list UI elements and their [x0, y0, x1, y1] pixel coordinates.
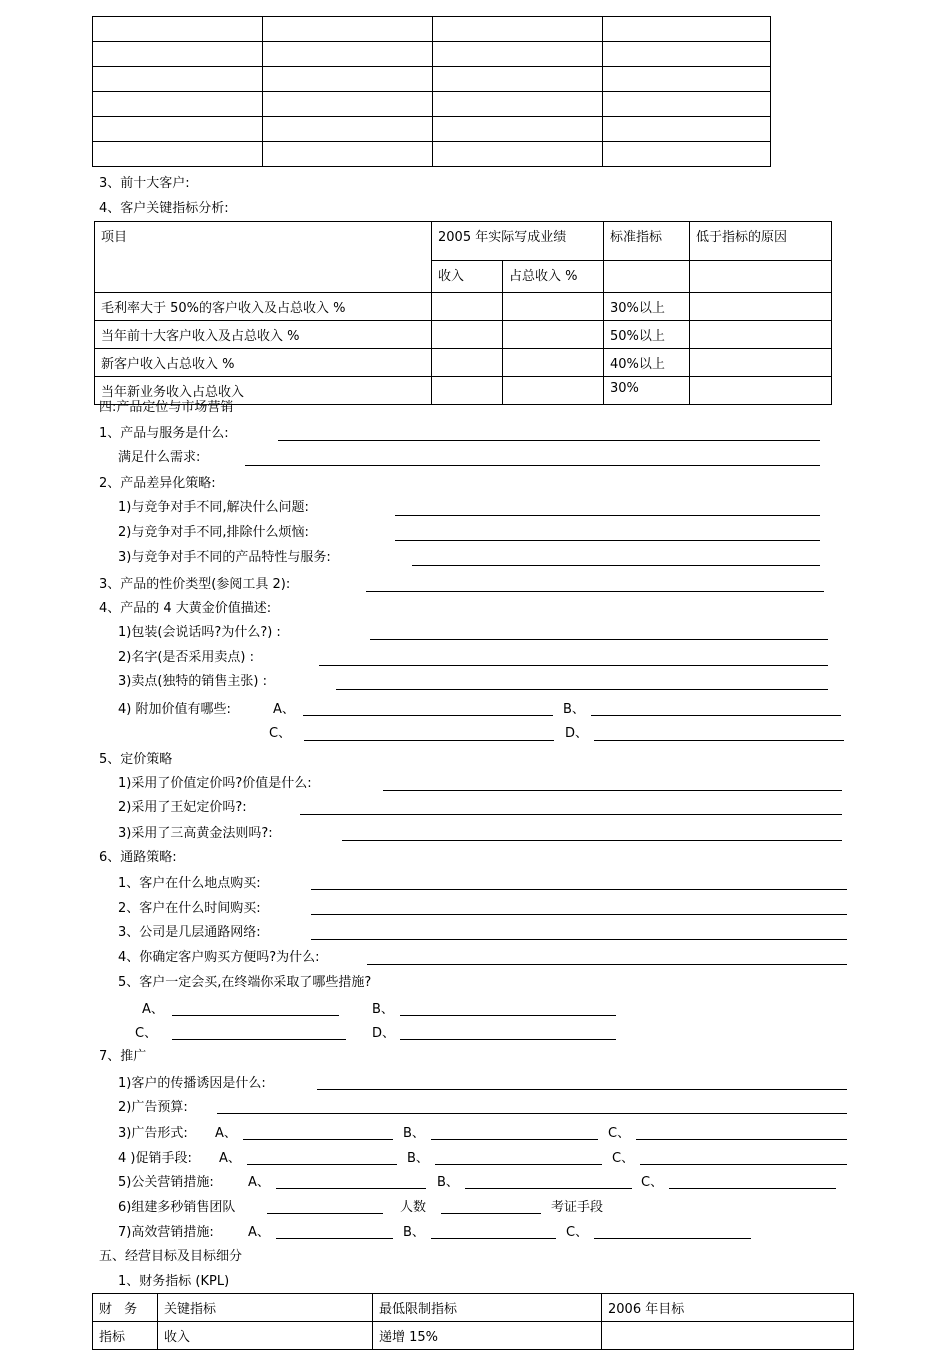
table-cell — [603, 92, 771, 117]
kpi-header-share: 占总收入 % — [503, 261, 604, 293]
kpi-header-reason: 低于指标的原因 — [690, 222, 832, 261]
q2-1-label: 1)与竞争对手不同,解决什么问题: — [118, 500, 309, 515]
kpi-header-income: 收入 — [432, 261, 503, 293]
q3-answer-line[interactable] — [366, 591, 824, 592]
table-cell — [263, 17, 433, 42]
q4-3-label: 3)卖点(独特的销售主张) : — [118, 674, 267, 689]
q2-3-label: 3)与竞争对手不同的产品特性与服务: — [118, 550, 331, 565]
q4-1-label: 1)包装(会说话吗?为什么?) : — [118, 625, 281, 640]
table-cell — [690, 321, 832, 349]
table-cell — [690, 377, 832, 405]
q2-label: 2、产品差异化策略: — [99, 476, 216, 491]
q7-2-label: 2)广告预算: — [118, 1100, 188, 1115]
q4-4-option-d-line[interactable] — [594, 740, 844, 741]
table-cell — [690, 349, 832, 377]
q4-2-label: 2)名字(是否采用卖点) : — [118, 650, 254, 665]
q4-2-answer-line[interactable] — [319, 665, 828, 666]
q4-4-label: 4) 附加价值有哪些: — [118, 702, 231, 717]
q5-3-answer-line[interactable] — [342, 840, 842, 841]
table-cell — [603, 117, 771, 142]
table-cell — [263, 67, 433, 92]
q7-6-people-line[interactable] — [441, 1213, 541, 1214]
table-cell — [602, 1322, 854, 1350]
q6-2-answer-line[interactable] — [311, 914, 847, 915]
table-cell — [93, 117, 263, 142]
fin-header-target: 2006 年目标 — [602, 1294, 854, 1322]
q4-1-answer-line[interactable] — [370, 639, 828, 640]
q6-1-answer-line[interactable] — [311, 889, 847, 890]
part5-title: 五、经营目标及目标细分 — [99, 1249, 243, 1264]
q7-7-option-b-line[interactable] — [431, 1238, 556, 1239]
kpi-row-standard: 30%以上 — [604, 293, 690, 321]
fin-row-key: 收入 — [158, 1322, 373, 1350]
q5-1-answer-line[interactable] — [383, 790, 842, 791]
q6-5-option-d-line[interactable] — [400, 1039, 616, 1040]
q6-5-label: 5、客户一定会买,在终端你采取了哪些措施? — [118, 975, 372, 990]
table-cell — [432, 349, 503, 377]
table-cell — [603, 142, 771, 167]
q7-3-option-c-line[interactable] — [636, 1139, 847, 1140]
q4-4-option-b-label: B、 — [563, 702, 585, 717]
kpi-header-actual: 2005 年实际写成业绩 — [432, 222, 604, 261]
q7-5-option-b-line[interactable] — [465, 1188, 632, 1189]
table-row — [95, 321, 832, 349]
q4-4-option-c-line[interactable] — [304, 740, 554, 741]
fin-header-key: 关键指标 — [158, 1294, 373, 1322]
table-cell — [603, 17, 771, 42]
q6-1-label: 1、客户在什么地点购买: — [118, 876, 261, 891]
table-cell — [432, 321, 503, 349]
part4-title: 四:产品定位与市场营销 — [99, 400, 234, 415]
q7-3-option-a-label: A、 — [215, 1126, 237, 1141]
table-cell — [503, 377, 604, 405]
q4-4-option-c-label: C、 — [269, 726, 292, 741]
table-cell — [432, 377, 503, 405]
q6-5-option-c-label: C、 — [135, 1026, 158, 1041]
q5-label: 5、定价策略 — [99, 752, 173, 767]
table-cell — [432, 293, 503, 321]
table-row — [95, 293, 832, 321]
q5-3-label: 3)采用了三高黄金法则吗?: — [118, 826, 273, 841]
kpi-table — [94, 221, 832, 405]
table-cell — [263, 117, 433, 142]
q6-5-option-a-line[interactable] — [172, 1015, 339, 1016]
table-cell — [433, 92, 603, 117]
kpi-row-standard: 30% — [604, 377, 690, 405]
table-cell — [263, 142, 433, 167]
q6-2-label: 2、客户在什么时间购买: — [118, 901, 261, 916]
table-cell — [433, 17, 603, 42]
q1b-answer-line[interactable] — [245, 465, 820, 466]
table-cell — [93, 42, 263, 67]
q7-3-option-b-label: B、 — [403, 1126, 425, 1141]
q2-1-answer-line[interactable] — [395, 515, 820, 516]
q7-4-label: 4 )促销手段: — [118, 1151, 192, 1166]
q7-6-method-label: 考证手段 — [551, 1200, 604, 1215]
table-cell — [503, 321, 604, 349]
section4-heading: 4、客户关键指标分析: — [99, 201, 229, 216]
table-row — [93, 1322, 854, 1350]
section3-heading: 3、前十大客户: — [99, 176, 190, 191]
q7-3-label: 3)广告形式: — [118, 1126, 188, 1141]
table-cell — [433, 142, 603, 167]
q4-3-answer-line[interactable] — [336, 689, 828, 690]
q7-2-answer-line[interactable] — [217, 1113, 847, 1114]
q5-2-answer-line[interactable] — [300, 814, 842, 815]
kpi-header-standard: 标准指标 — [604, 222, 690, 261]
q4-4-option-d-label: D、 — [565, 726, 589, 741]
fin-row-min: 递增 15% — [373, 1322, 602, 1350]
q7-5-option-c-line[interactable] — [669, 1188, 836, 1189]
q5-2-label: 2)采用了王妃定价吗?: — [118, 800, 247, 815]
top-empty-table — [92, 16, 771, 167]
table-cell — [503, 349, 604, 377]
q6-5-option-b-label: B、 — [372, 1002, 394, 1017]
q6-5-option-c-line[interactable] — [172, 1039, 346, 1040]
q7-4-option-c-line[interactable] — [640, 1164, 847, 1165]
q7-5-option-a-line[interactable] — [276, 1188, 426, 1189]
table-cell — [263, 92, 433, 117]
q7-7-label: 7)高效营销措施: — [118, 1225, 214, 1240]
q2-3-answer-line[interactable] — [412, 565, 820, 566]
q4-label: 4、产品的 4 大黄金价值描述: — [99, 601, 272, 616]
financial-kpi-table — [92, 1293, 854, 1350]
q7-7-option-c-line[interactable] — [594, 1238, 751, 1239]
table-cell — [690, 261, 832, 293]
table-cell — [93, 17, 263, 42]
part5-sub1: 1、财务指标 (KPL) — [118, 1274, 230, 1289]
q7-3-option-c-label: C、 — [608, 1126, 631, 1141]
q7-5-option-b-label: B、 — [437, 1175, 459, 1190]
q7-4-option-a-line[interactable] — [247, 1164, 397, 1165]
table-cell — [263, 42, 433, 67]
table-cell — [603, 42, 771, 67]
kpi-row-item: 当年新业务收入占总收入 — [95, 377, 432, 405]
kpi-row-item: 新客户收入占总收入 % — [95, 349, 432, 377]
q7-6-label: 6)组建多秒销售团队 — [118, 1200, 236, 1215]
q7-3-option-a-line[interactable] — [243, 1139, 393, 1140]
q7-3-option-b-line[interactable] — [431, 1139, 598, 1140]
table-cell — [604, 261, 690, 293]
kpi-row-standard: 40%以上 — [604, 349, 690, 377]
q2-2-answer-line[interactable] — [395, 540, 820, 541]
q7-7-option-a-line[interactable] — [276, 1238, 393, 1239]
q2-2-label: 2)与竞争对手不同,排除什么烦恼: — [118, 525, 309, 540]
q7-5-option-c-label: C、 — [641, 1175, 664, 1190]
fin-category-bottom: 指标 — [93, 1322, 158, 1350]
q7-1-label: 1)客户的传播诱因是什么: — [118, 1076, 266, 1091]
q7-4-option-c-label: C、 — [612, 1151, 635, 1166]
q6-3-answer-line[interactable] — [311, 939, 847, 940]
kpi-header-item: 项目 — [95, 222, 432, 293]
kpi-row-standard: 50%以上 — [604, 321, 690, 349]
q6-4-label: 4、你确定客户购买方便吗?为什么: — [118, 950, 320, 965]
q3-label: 3、产品的性价类型(参阅工具 2): — [99, 577, 291, 592]
q1-label: 1、产品与服务是什么: — [99, 426, 229, 441]
fin-header-min: 最低限制指标 — [373, 1294, 602, 1322]
table-cell — [690, 293, 832, 321]
q4-4-option-a-line[interactable] — [303, 715, 553, 716]
q4-4-option-a-label: A、 — [273, 702, 295, 717]
q7-4-option-a-label: A、 — [219, 1151, 241, 1166]
q6-5-option-b-line[interactable] — [400, 1015, 616, 1016]
table-cell — [433, 42, 603, 67]
q1-answer-line[interactable] — [278, 440, 820, 441]
table-row — [95, 349, 832, 377]
table-cell — [93, 67, 263, 92]
q1b-label: 满足什么需求: — [118, 450, 201, 465]
q6-5-option-a-label: A、 — [142, 1002, 164, 1017]
kpi-row-item: 当年前十大客户收入及占总收入 % — [95, 321, 432, 349]
q7-6-people-label: 人数 — [400, 1200, 427, 1215]
q7-4-option-b-line[interactable] — [435, 1164, 602, 1165]
q7-7-option-a-label: A、 — [248, 1225, 270, 1240]
table-cell — [433, 117, 603, 142]
kpi-row-item: 毛利率大于 50%的客户收入及占总收入 % — [95, 293, 432, 321]
table-cell — [93, 92, 263, 117]
q6-4-answer-line[interactable] — [367, 964, 847, 965]
fin-category-top: 财 务 — [93, 1294, 158, 1322]
q6-label: 6、通路策略: — [99, 850, 177, 865]
q7-5-label: 5)公关营销措施: — [118, 1175, 214, 1190]
q6-5-option-d-label: D、 — [372, 1026, 396, 1041]
table-cell — [503, 293, 604, 321]
q7-5-option-a-label: A、 — [248, 1175, 270, 1190]
table-cell — [93, 142, 263, 167]
q6-3-label: 3、公司是几层通路网络: — [118, 925, 261, 940]
q7-6-team-line[interactable] — [267, 1213, 383, 1214]
q4-4-option-b-line[interactable] — [591, 715, 841, 716]
q7-1-answer-line[interactable] — [317, 1089, 847, 1090]
q7-7-option-b-label: B、 — [403, 1225, 425, 1240]
q7-label: 7、推广 — [99, 1049, 147, 1064]
q7-4-option-b-label: B、 — [407, 1151, 429, 1166]
table-cell — [603, 67, 771, 92]
q5-1-label: 1)采用了价值定价吗?价值是什么: — [118, 776, 312, 791]
table-cell — [433, 67, 603, 92]
q7-7-option-c-label: C、 — [566, 1225, 589, 1240]
